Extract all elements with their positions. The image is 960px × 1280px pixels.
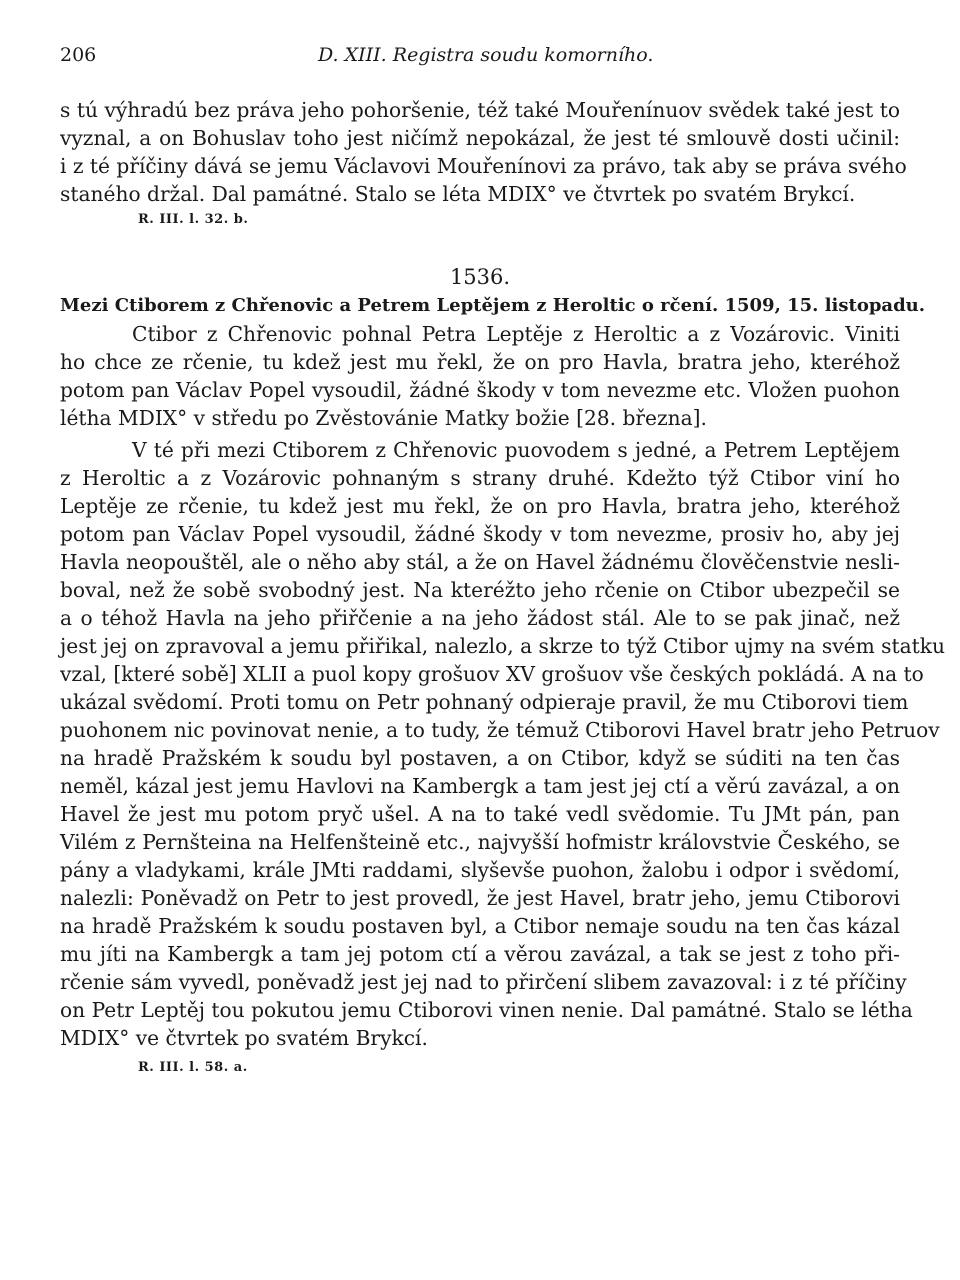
source-reference: R. III. l. 58. a. [138, 1060, 248, 1075]
text-line: a o téhož Havla na jeho přiřčenie a na jeho žádost stál. Ale to se pak jinač, než [60, 606, 900, 630]
page-number: 206 [60, 44, 97, 66]
running-head [60, 40, 900, 76]
text-line: ho chce ze rčenie, tu kdež jest mu řekl, že on pro Havla, bratra jeho, kteréhož [60, 350, 900, 374]
text-line: potom pan Václav Popel vysoudil, žádné škody v tom nevezme etc. Vložen puohon [60, 378, 900, 402]
intro-paragraph [60, 96, 907, 208]
text-line: i z té příčiny dává se jemu Václavovi Mouřenínovi za právo, tak aby se práva svého [60, 154, 907, 178]
text-line: Havla neopouštěl, ale o něho aby stál, a že on Havel žádnému člověčenstvie nesli- [60, 550, 900, 574]
text-line: vzal, [které sobě] XLII a puol kopy grošuov XV grošuov vše českých pokládá. A na to [60, 662, 924, 686]
text-line: ukázal svědomí. Proti tomu on Petr pohnaný odpieraje pravil, že mu Ctiborovi tiem [60, 690, 909, 714]
text-line: z Heroltic a z Vozárovic pohnaným s strany druhé. Kdežto týž Ctibor viní ho [60, 466, 900, 490]
text-line: nalezli: Poněvadž on Petr to jest provedl, že jest Havel, bratr jeho, jemu Ctiborovi [60, 886, 900, 910]
document-summary: Mezi Ctiborem z Chřenovic a Petrem Leptějem z Heroltic o rčení. 1509, 15. listopadu. [60, 295, 926, 316]
text-line: V té při mezi Ctiborem z Chřenovic puovodem s jedné, a Petrem Leptějem [132, 438, 900, 462]
text-line: Havel že jest mu potom pryč ušel. A na to také vedl svědomie. Tu JMt pán, pan [60, 802, 900, 826]
text-line: létha MDIX° v středu po Zvěstovánie Matky božie [28. března]. [60, 406, 707, 430]
text-line: pány a vladykami, krále JMti raddami, slyševše puohon, žalobu i odpor i svědomí, [60, 858, 900, 882]
text-line: vyznal, a on Bohuslav toho jest ničímž nepokázal, že jest té smlouvě dosti učinil: [60, 126, 900, 150]
running-title: D. XIII. Registra soudu komorního. [318, 44, 654, 66]
text-line: rčenie sám vyvedl, poněvadž jest jej nad to přirčení slibem zavazoval: i z té příčiny [60, 970, 907, 994]
text-line: potom pan Václav Popel vysoudil, žádné škody v tom nevezme, prosiv ho, aby jej [60, 522, 900, 546]
document-number: 1536. [449, 265, 511, 289]
source-reference: R. III. l. 32. b. [138, 212, 249, 227]
text-line: na hradě Pražském k soudu byl postaven, a on Ctibor, když se súditi na ten čas [60, 746, 900, 770]
verdict-paragraph [60, 436, 946, 1052]
text-line: MDIX° ve čtvrtek po svatém Brykcí. [60, 1026, 428, 1050]
page [60, 40, 946, 1075]
text-line: Leptěje ze rčenie, tu kdež jest mu řekl, že on pro Havla, bratra jeho, kteréhož [60, 494, 900, 518]
text-line: s tú výhradú bez práva jeho pohoršenie, též také Mouřenínuov svědek také jest to [60, 98, 900, 122]
text-line: na hradě Pražském k soudu postaven byl, a Ctibor nemaje soudu na ten čas kázal [60, 914, 900, 938]
text-line: jest jej on zpravoval a jemu přiřikal, nalezlo, a skrze to týž Ctibor ujmy na svém statku [60, 634, 946, 658]
text-line: Vilém z Pernšteina na Helfenšteině etc., najvyšší hofmistr královstvie Českého, se [60, 830, 900, 854]
text-line: Ctibor z Chřenovic pohnal Petra Leptěje z Heroltic a z Vozárovic. Viniti [132, 322, 900, 346]
text-line: staného držal. Dal památné. Stalo se léta MDIX° ve čtvrtek po svatém Brykcí. [60, 182, 856, 206]
text-line: puohonem nic povinovat nenie, a to tudy, že témuž Ctiborovi Havel bratr jeho Petruov [60, 718, 940, 742]
text-line: on Petr Leptěj tou pokutou jemu Ctiborovi vinen nenie. Dal památné. Stalo se létha [60, 998, 913, 1022]
text-line: mu jíti na Kambergk a tam jej potom ctí a věrou zavázal, a tak se jest z toho při- [60, 942, 900, 966]
text-line: boval, než že sobě svobodný jest. Na kteréžto jeho rčenie on Ctibor ubezpečil se [60, 578, 900, 602]
summons-paragraph [60, 320, 900, 432]
text-line: neměl, kázal jest jemu Havlovi na Kambergk a tam jest jej ctí a věrú zavázal, a on [60, 774, 900, 798]
